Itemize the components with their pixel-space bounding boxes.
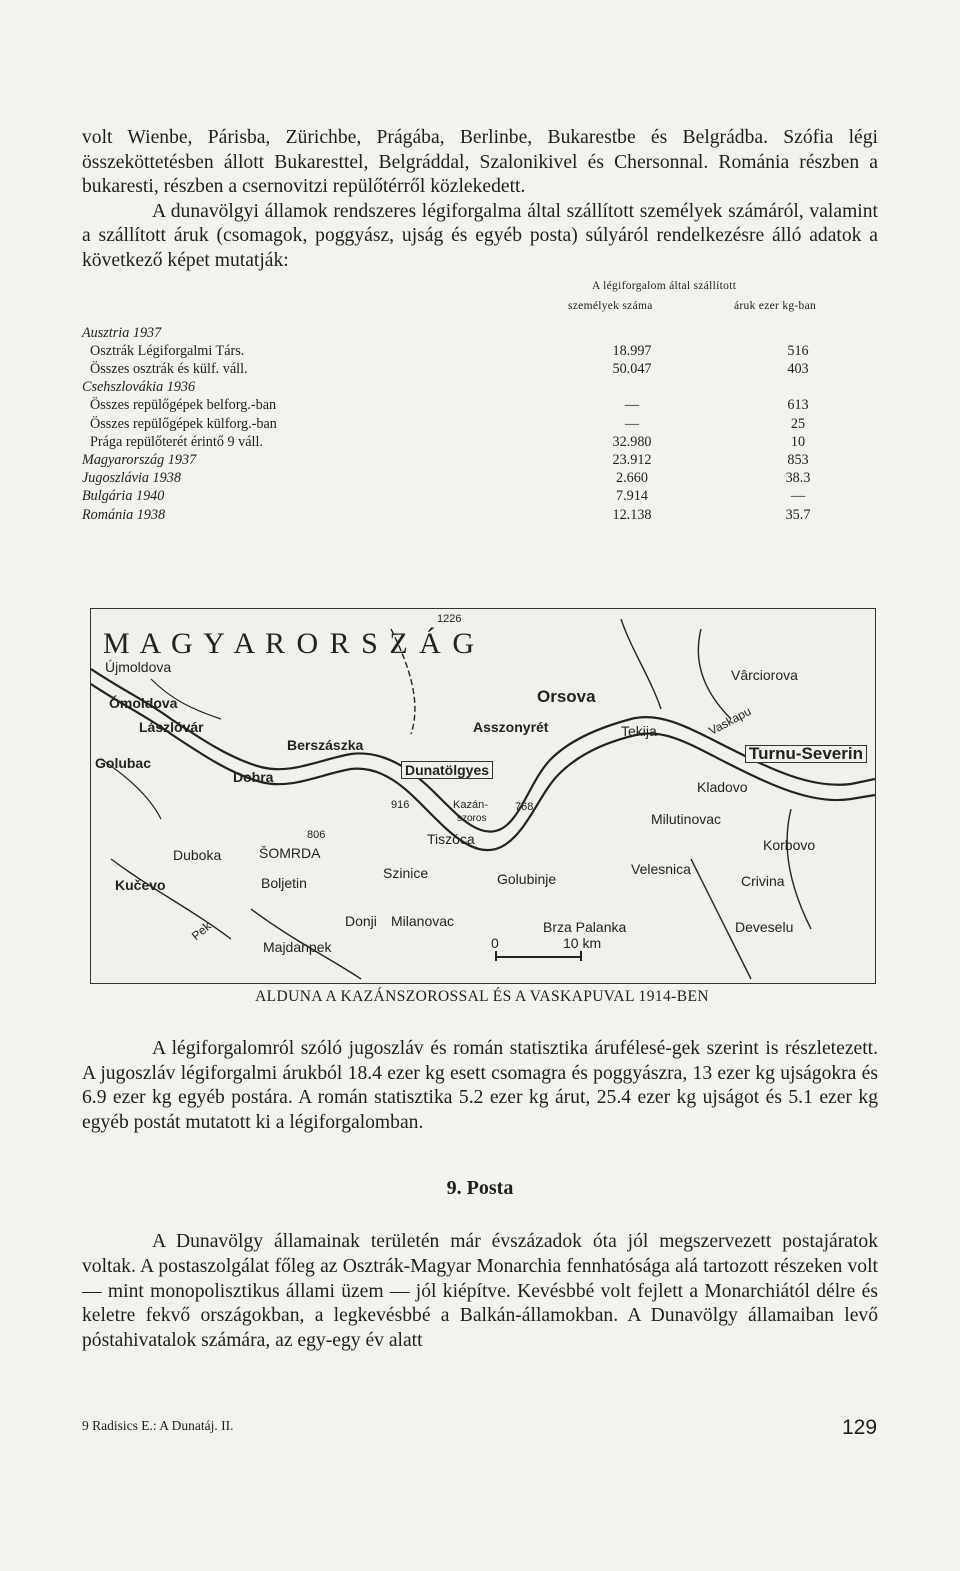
table-cell-goods: 516 xyxy=(787,342,809,359)
table-row-label: Ausztria 1937 xyxy=(82,324,162,341)
table-row-label: Prága repülőterét érintő 9 váll. xyxy=(90,433,263,450)
map-scale-ten: 10 km xyxy=(563,935,602,951)
table-row-label: Összes osztrák és külf. váll. xyxy=(90,360,248,377)
table-header-top: A légiforgalom által szállított xyxy=(592,279,737,292)
page-number: 129 xyxy=(842,1416,878,1439)
map-place-somrda: ŠOMRDA xyxy=(259,845,321,861)
intro-paragraph-1: volt Wienbe, Párisba, Zürichbe, Prágába, Berlinbe, Bukarestbe és Belgrádba. Szófia légi összeköttetésben állott Bukaresttel, Belgráddal, Szalonikivel és Chersonnal. Románia részben a bukaresti, részben a csernovitzi repülőtérről közlekedett. xyxy=(82,127,878,198)
page-bottom xyxy=(82,1037,878,1353)
map-place-varciorova: Vârciorova xyxy=(731,667,798,683)
map-place-kazan: Kazán- xyxy=(453,799,488,811)
map-place-berszaszka: Berszászka xyxy=(287,737,364,753)
map-place-crivina: Crivina xyxy=(741,873,785,889)
table-cell-goods: 38.3 xyxy=(785,470,811,487)
map-place-duboka: Duboka xyxy=(173,847,222,863)
table-header-col1: személyek száma xyxy=(568,299,653,312)
table-cell-goods: 25 xyxy=(790,415,806,432)
table-cell-goods: 403 xyxy=(787,360,809,377)
table-row xyxy=(82,378,878,396)
map-place-szinice: Szinice xyxy=(383,865,429,881)
body-paragraph-4: A Dunavölgy államainak területén már évszázadok óta jól megszervezett postajáratok voltak. A postaszolgálat főleg az Osztrák-Magyar Monarchia fennhatósága alá tartozott részeken volt — mint monopolisztikus állami üzem — jól kiépítve. Kevésbbé volt fejlett a Monarchiától délre és keletre fekvő országokban, a legkevésbbé a Balkán-államokban. A Dunavölgy államaiban levő póstahivatalok számára, az egy-egy év alatt xyxy=(82,1231,878,1351)
table-cell-persons: 2.660 xyxy=(616,470,648,487)
table-cell-persons: 12.138 xyxy=(612,506,652,523)
map-place-milanovac: Milanovac xyxy=(391,913,455,929)
map-place-omoldova: Ómoldova xyxy=(109,695,178,711)
map-place-dobra: Dobra xyxy=(233,769,274,785)
map-place-kucevo: Kučevo xyxy=(115,877,166,893)
map-place-turnu-severin: Turnu-Severin xyxy=(745,745,867,763)
table-cell-persons: — xyxy=(624,415,640,432)
table-cell-persons: 7.914 xyxy=(616,488,648,505)
map-height-806: 806 xyxy=(307,829,326,841)
table-row xyxy=(82,469,878,487)
map-height-768: 768 xyxy=(515,801,534,813)
map-height-916: 916 xyxy=(391,799,410,811)
body-paragraph-3: A légiforgalomról szóló jugoszláv és román statisztika árufélesé-gek szerint is részletezett. A jugoszláv légiforgalmi árukból 18.4 ezer kg esett csomagra és poggyászra, 13 ezer kg ujságokra és 6.9 ezer kg egyéb postára. A román statisztika 5.2 ezer kg árut, 25.4 ezer kg ujságot és 5.1 ezer kg egyéb postát mutatott ki a légiforgalomban. xyxy=(82,1038,878,1133)
table-row-label: Összes repülőgépek belforg.-ban xyxy=(90,397,277,414)
table-cell-goods: 853 xyxy=(787,451,809,468)
map-place-asszonyret: Asszonyrét xyxy=(473,719,549,735)
table-cell-persons: 18.997 xyxy=(612,342,652,359)
map-place-donji: Donji xyxy=(345,913,377,929)
map-place-velesnica: Velesnica xyxy=(631,861,691,877)
table-row xyxy=(82,396,878,414)
statistics-table xyxy=(82,280,878,522)
table-row-label: Bulgária 1940 xyxy=(82,488,165,505)
table-cell-persons: 32.980 xyxy=(612,433,652,450)
map-place-dunatolgyes: Dunatölgyes xyxy=(401,761,493,779)
map-country-label: M A G Y A R O R S Z Á G xyxy=(103,627,477,660)
map-caption: ALDUNA A KAZÁNSZOROSSAL ÉS A VASKAPUVAL 1914-BEN xyxy=(255,988,709,1005)
map-place-szoros: szoros xyxy=(457,813,487,824)
table-row xyxy=(82,506,878,524)
table-cell-goods: — xyxy=(790,488,806,505)
table-cell-goods: 613 xyxy=(787,397,809,414)
map-place-korbovo: Korbovo xyxy=(763,837,816,853)
table-cell-persons: 23.912 xyxy=(612,451,652,468)
map-height-1226: 1226 xyxy=(437,613,462,625)
map-place-vaskapu: Vaskapu xyxy=(706,704,754,738)
map-place-ujmoldova: Újmoldova xyxy=(105,659,172,675)
map-place-milutinovac: Milutinovac xyxy=(651,811,722,827)
map-figure xyxy=(90,608,876,984)
table-row xyxy=(82,324,878,342)
table-cell-goods: 35.7 xyxy=(785,506,811,523)
table-row xyxy=(82,360,878,378)
table-cell-goods: 10 xyxy=(790,433,806,450)
map-place-golubac: Golubac xyxy=(95,755,152,771)
table-header-col2: áruk ezer kg-ban xyxy=(734,299,817,312)
map-place-orsova: Orsova xyxy=(537,687,596,706)
map-place-boljetin: Boljetin xyxy=(261,875,307,891)
map-place-kladovo: Kladovo xyxy=(697,779,748,795)
table-row-label: Összes repülőgépek külforg.-ban xyxy=(90,415,277,432)
map-place-golubinje: Golubinje xyxy=(497,871,557,887)
map-place-deveselu: Deveselu xyxy=(735,919,794,935)
table-row xyxy=(82,342,878,360)
table-cell-persons: — xyxy=(624,397,640,414)
map-scale-zero: 0 xyxy=(491,935,499,951)
table-row-label: Csehszlovákia 1936 xyxy=(82,379,196,396)
table-row-label: Magyarország 1937 xyxy=(82,451,197,468)
table-cell-persons: 50.047 xyxy=(612,360,652,377)
intro-paragraph-2: A dunavölgyi államok rendszeres légiforgalma által szállított személyek számáról, valamint a szállított áruk (csomagok, poggyász, ujság és egyéb posta) súlyáról rendelkezésre álló adatok a következő képet mutatják: xyxy=(82,200,878,271)
map-place-brza-palanka: Brza Palanka xyxy=(543,919,627,935)
page-top xyxy=(82,126,878,522)
table-row xyxy=(82,433,878,451)
table-row xyxy=(82,415,878,433)
table-row xyxy=(82,451,878,469)
section-heading: 9. Posta xyxy=(446,1177,514,1200)
table-row-label: Osztrák Légiforgalmi Társ. xyxy=(90,342,245,359)
table-row-label: Jugoszlávia 1938 xyxy=(82,470,181,487)
map-place-laszlovar: Lászlóvár xyxy=(139,719,204,735)
map-place-majdanpek: Majdanpek xyxy=(263,939,332,955)
table-row xyxy=(82,487,878,505)
map-place-pek: Pek xyxy=(188,918,214,944)
map-place-tekija: Tekija xyxy=(621,723,657,739)
footnote: 9 Radisics E.: A Dunatáj. II. xyxy=(82,1418,234,1433)
map-place-tiszoca: Tiszóca xyxy=(427,831,475,847)
table-row-label: Románia 1938 xyxy=(82,506,166,523)
